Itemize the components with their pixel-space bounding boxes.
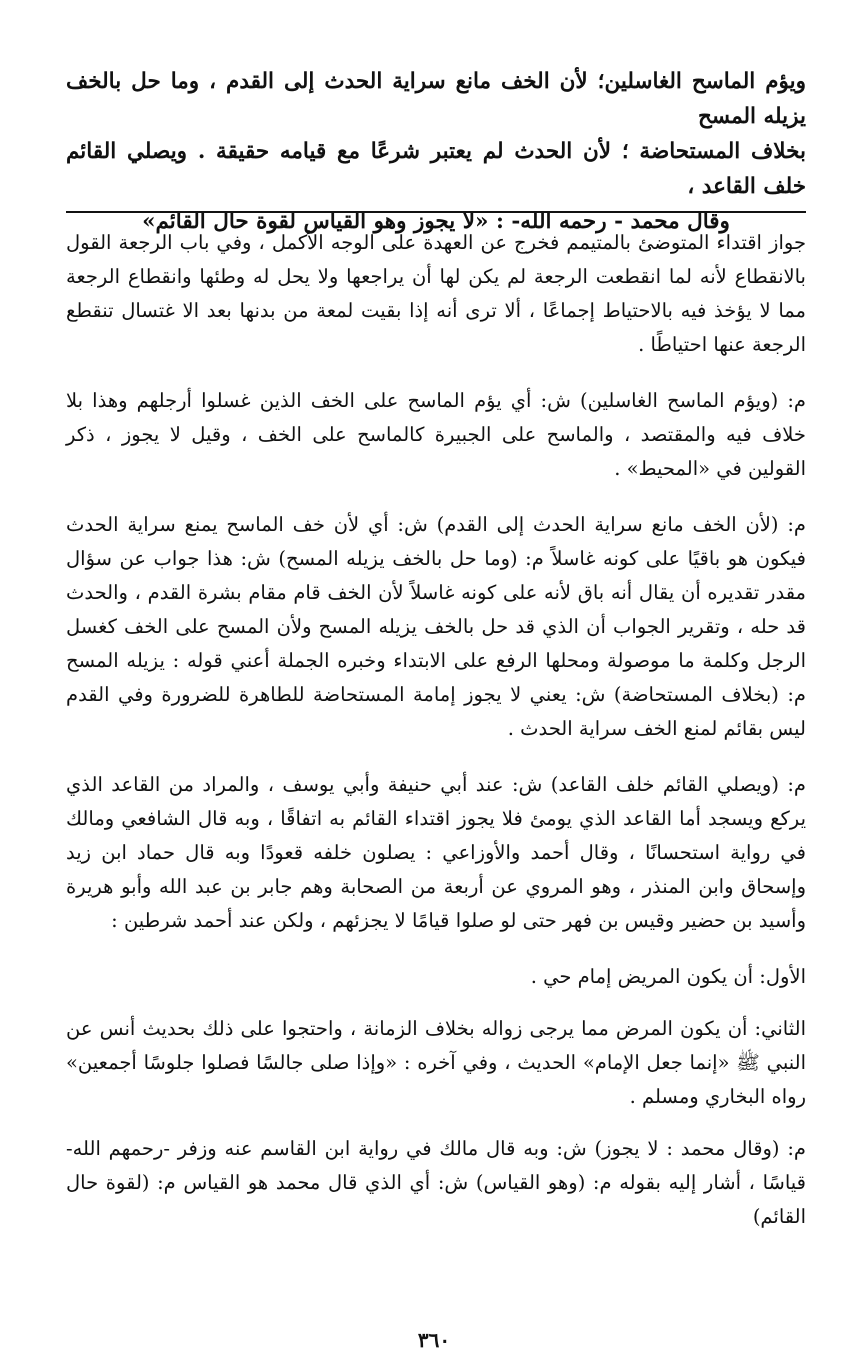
matn-line: ويؤم الماسح الغاسلين؛ لأن الخف مانع سراية الحدث إلى القدم ، وما حل بالخف يزيله المسح [66, 69, 806, 129]
commentary-paragraph: م: (وقال محمد : لا يجوز) ش: وبه قال مالك في رواية ابن القاسم عنه وزفر -رحمهم الله- قياسًا ، أشار إليه بقوله م: (وهو القياس) ش: أي الذي قال محمد هو القياس م: (لقوة حال القائم) [66, 1137, 806, 1228]
matn-line: وقال محمد - رحمه الله- : «لا يجوز وهو القياس لقوة حال القائم» [142, 209, 730, 234]
separator-rule [66, 211, 806, 213]
matn-line: بخلاف المستحاضة ؛ لأن الحدث لم يعتبر شرعًا مع قيامه حقيقة . ويصلي القائم خلف القاعد ، [66, 139, 806, 199]
page-number: ٣٦٠ [417, 1328, 451, 1352]
commentary-paragraph: جواز اقتداء المتوضئ بالمتيمم فخرج عن العهدة على الوجه الأكمل ، وفي باب الرجعة القول بالانقطاع لأنه لما انقطعت الرجعة لم يكن لها أن يراجعها ولا يحل له وطئها وانقطاع الرجعة مما لا يؤخذ فيه بالاحتياط إجماعًا ، ألا ترى أنه إذا بقيت لمعة من بدنها بعد الا غتسال تنقطع الرجعة عنها احتياطًا . [66, 231, 806, 356]
commentary-block [66, 226, 806, 1252]
commentary-paragraph: م: (ويؤم الماسح الغاسلين) ش: أي يؤم الماسح على الخف الذين غسلوا أرجلهم وهذا بلا خلاف فيه والمقتصد ، والماسح على الجبيرة كالماسح على الخف ، وقيل لا يجوز ، ذكر القولين في «المحيط» . [66, 389, 806, 480]
commentary-paragraph: الأول: أن يكون المريض إمام حي . [530, 965, 806, 988]
commentary-paragraph: الثاني: أن يكون المرض مما يرجى زواله بخلاف الزمانة ، واحتجوا على ذلك بحديث أنس عن النبي ﷺ «إنما جعل الإمام» الحديث ، وفي آخره : «وإذا صلى جالسًا فصلوا جلوسًا أجمعين» رواه البخاري ومسلم . [66, 1017, 806, 1108]
commentary-paragraph: م: (لأن الخف مانع سراية الحدث إلى القدم) ش: أي لأن خف الماسح يمنع سراية الحدث فيكون هو باقيًا على كونه غاسلاً م: (وما حل بالخف يزيله المسح) ش: هذا جواب عن سؤال مقدر تقديره أن يقال أنه باق لأنه على كونه غاسلاً لأن الخف قام مقام بشرة القدم ، والحدث قد حله ، وتقرير الجواب أن الذي قد حل بالخف يزيله المسح ولأن المسح على الخف كغسل الرجل وكلمة ما موصولة ومحلها الرفع على الابتداء وخبره الجملة أعني قوله : يزيله المسح م: (بخلاف المستحاضة) ش: يعني لا يجوز إمامة المستحاضة للطاهرة للضرورة وفي القدم ليس بقائم لمنع الخف سراية الحدث . [66, 513, 806, 740]
commentary-paragraph: م: (ويصلي القائم خلف القاعد) ش: عند أبي حنيفة وأبي يوسف ، والمراد من القاعد الذي يركع ويسجد أما القاعد الذي يومئ فلا يجوز اقتداء القائم به اتفاقًا ، وبه قال الشافعي ومالك في رواية استحسانًا ، وقال أحمد والأوزاعي : يصلون خلفه قعودًا وبه قال حماد ابن زيد وإسحاق وابن المنذر ، وهو المروي عن أربعة من الصحابة وهم جابر بن عبد الله وأبو هريرة وأسيد بن حضير وقيس بن فهر حتى لو صلوا قيامًا لا يجزئهم ، ولكن عند أحمد شرطين : [66, 773, 806, 932]
